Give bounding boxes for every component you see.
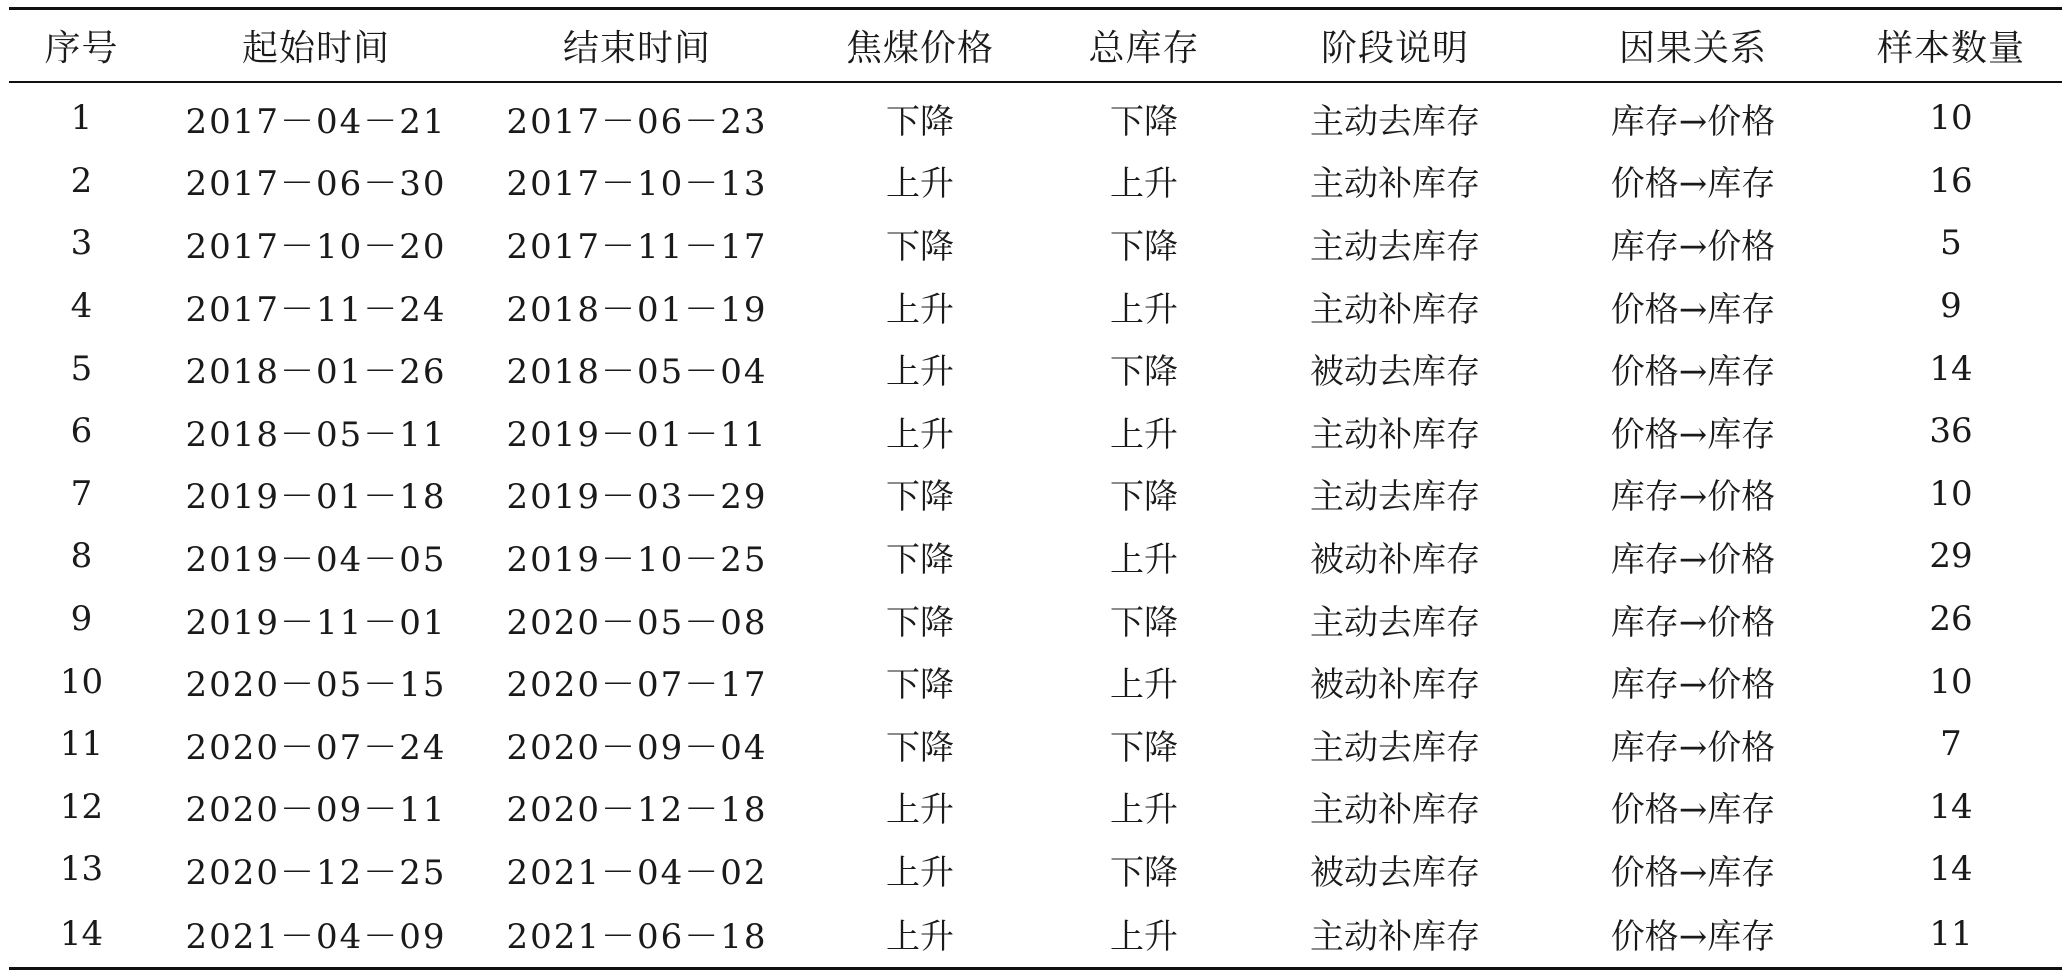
cell-index: 1 [70, 98, 93, 139]
cell-start-date: 2020－07－24 [185, 727, 447, 768]
cell-index: 4 [70, 286, 93, 327]
cell-causality: 库存→价格 [1610, 477, 1776, 518]
cell-start-date: 2017－11－24 [185, 289, 447, 330]
cell-end-date: 2020－12－18 [506, 790, 768, 831]
cell-inventory-direction: 上升 [1110, 539, 1178, 580]
cell-causality: 价格→库存 [1610, 414, 1776, 455]
cell-price-direction: 上升 [886, 289, 954, 330]
cell-end-date: 2020－09－04 [506, 727, 768, 768]
table-row [9, 212, 2062, 275]
cell-sample-count: 14 [1929, 849, 1973, 890]
cell-stage: 主动补库存 [1310, 164, 1480, 205]
cell-end-date: 2020－05－08 [506, 602, 768, 643]
cell-start-date: 2020－05－15 [185, 665, 447, 706]
table-row [9, 400, 2062, 463]
cell-end-date: 2018－05－04 [506, 352, 768, 393]
cell-price-direction: 下降 [886, 101, 954, 142]
cell-price-direction: 上升 [886, 790, 954, 831]
cell-start-date: 2021－04－09 [154, 901, 478, 969]
cell-inventory-direction: 上升 [1110, 790, 1178, 831]
cell-price-direction: 上升 [886, 852, 954, 893]
cell-start-date: 2018－05－11 [185, 414, 447, 455]
table-row [9, 650, 2062, 713]
cell-start-date: 2017－10－20 [185, 226, 447, 267]
cell-index: 13 [59, 849, 104, 890]
header-sample-count: 样本数量 [1840, 9, 2062, 83]
cell-causality: 价格→库存 [1610, 352, 1776, 393]
cell-stage: 被动补库存 [1310, 665, 1480, 706]
cell-end-date: 2018－01－19 [506, 289, 768, 330]
cell-start-date: 2019－01－18 [185, 477, 447, 518]
header-stage-description: 阶段说明 [1244, 9, 1546, 83]
header-end-date: 结束时间 [478, 9, 796, 83]
cell-sample-count: 36 [1929, 411, 1973, 452]
header-coking-coal-price: 焦煤价格 [796, 9, 1044, 83]
cell-end-date: 2020－07－17 [506, 665, 768, 706]
header-start-date: 起始时间 [154, 9, 478, 83]
cell-stage: 主动去库存 [1310, 727, 1480, 768]
cell-inventory-direction: 下降 [1110, 727, 1178, 768]
cell-causality: 库存→价格 [1610, 602, 1776, 643]
cell-stage: 主动补库存 [1310, 414, 1480, 455]
table-row [9, 337, 2062, 400]
header-index: 序号 [9, 9, 154, 83]
table-header [9, 9, 2062, 83]
table-row [9, 463, 2062, 526]
cell-price-direction: 上升 [886, 352, 954, 393]
cell-stage: 主动补库存 [1244, 901, 1546, 969]
cell-sample-count: 5 [1940, 223, 1962, 264]
cell-price-direction: 上升 [796, 901, 1044, 969]
cell-stage: 主动去库存 [1310, 602, 1480, 643]
cell-end-date: 2019－10－25 [506, 539, 768, 580]
cell-index: 6 [70, 411, 93, 452]
table-row [9, 713, 2062, 776]
cell-start-date: 2020－09－11 [185, 790, 447, 831]
cell-stage: 主动补库存 [1310, 289, 1480, 330]
cell-sample-count: 10 [1929, 661, 1973, 702]
stage-table-container [9, 7, 2062, 970]
cell-inventory-direction: 上升 [1044, 901, 1244, 969]
cell-end-date: 2021－06－18 [478, 901, 796, 969]
cell-stage: 被动去库存 [1310, 352, 1480, 393]
cell-index: 11 [59, 724, 104, 765]
table-row [9, 525, 2062, 588]
cell-index: 14 [9, 901, 154, 969]
cell-end-date: 2017－10－13 [506, 164, 768, 205]
cell-sample-count: 29 [1929, 536, 1973, 577]
cell-inventory-direction: 下降 [1110, 101, 1178, 142]
cell-stage: 主动去库存 [1310, 226, 1480, 267]
cell-causality: 库存→价格 [1610, 665, 1776, 706]
cell-inventory-direction: 下降 [1110, 226, 1178, 267]
cell-causality: 价格→库存 [1610, 852, 1776, 893]
cell-inventory-direction: 下降 [1110, 352, 1178, 393]
cell-inventory-direction: 下降 [1110, 602, 1178, 643]
cell-causality: 库存→价格 [1610, 226, 1776, 267]
table-row [9, 150, 2062, 213]
table-row [9, 275, 2062, 338]
cell-price-direction: 上升 [886, 164, 954, 205]
cell-price-direction: 下降 [886, 539, 954, 580]
header-total-inventory: 总库存 [1044, 9, 1244, 83]
cell-causality: 库存→价格 [1610, 101, 1776, 142]
cell-stage: 主动去库存 [1310, 477, 1480, 518]
cell-start-date: 2017－06－30 [185, 164, 447, 205]
cell-end-date: 2019－01－11 [506, 414, 768, 455]
cell-price-direction: 下降 [886, 477, 954, 518]
cell-stage: 被动去库存 [1310, 852, 1480, 893]
header-row [9, 9, 2062, 83]
cell-end-date: 2017－11－17 [506, 226, 768, 267]
cell-sample-count: 7 [1940, 724, 1962, 765]
cell-inventory-direction: 上升 [1110, 665, 1178, 706]
table-row [9, 901, 2062, 969]
cell-end-date: 2017－06－23 [506, 101, 768, 142]
cell-index: 9 [70, 599, 93, 640]
cell-inventory-direction: 上升 [1110, 289, 1178, 330]
cell-stage: 主动补库存 [1310, 790, 1480, 831]
cell-causality: 价格→库存 [1546, 901, 1840, 969]
cell-sample-count: 10 [1929, 473, 1973, 514]
cell-sample-count: 16 [1929, 160, 1973, 201]
cell-start-date: 2018－01－26 [185, 352, 447, 393]
table-row [9, 82, 2062, 150]
cell-price-direction: 下降 [886, 727, 954, 768]
cell-causality: 库存→价格 [1610, 539, 1776, 580]
cell-causality: 价格→库存 [1610, 790, 1776, 831]
cell-index: 2 [70, 160, 93, 201]
cell-index: 3 [70, 223, 93, 264]
cell-start-date: 2017－04－21 [185, 101, 447, 142]
cell-start-date: 2020－12－25 [185, 852, 447, 893]
cell-start-date: 2019－04－05 [185, 539, 447, 580]
table-row [9, 776, 2062, 839]
cell-sample-count: 9 [1940, 286, 1962, 327]
cell-price-direction: 下降 [886, 665, 954, 706]
cell-inventory-direction: 下降 [1110, 477, 1178, 518]
table-row [9, 838, 2062, 901]
table-body [9, 82, 2062, 968]
cell-index: 10 [59, 661, 104, 702]
cell-sample-count: 14 [1929, 348, 1973, 389]
cell-sample-count: 14 [1929, 786, 1973, 827]
cell-end-date: 2021－04－02 [506, 852, 768, 893]
header-causality: 因果关系 [1546, 9, 1840, 83]
cell-index: 12 [59, 786, 104, 827]
cell-index: 8 [70, 536, 93, 577]
cell-sample-count: 10 [1929, 98, 1973, 139]
cell-stage: 主动去库存 [1310, 101, 1480, 142]
cell-stage: 被动补库存 [1310, 539, 1480, 580]
cell-causality: 价格→库存 [1610, 289, 1776, 330]
cell-sample-count: 11 [1840, 901, 2062, 969]
cell-start-date: 2019－11－01 [185, 602, 447, 643]
cell-causality: 库存→价格 [1610, 727, 1776, 768]
cell-inventory-direction: 下降 [1110, 852, 1178, 893]
cell-price-direction: 上升 [886, 414, 954, 455]
cell-index: 7 [70, 473, 93, 514]
cell-causality: 价格→库存 [1610, 164, 1776, 205]
table-row [9, 588, 2062, 651]
cell-price-direction: 下降 [886, 602, 954, 643]
cell-sample-count: 26 [1929, 599, 1973, 640]
inventory-cycle-table [9, 7, 2062, 970]
cell-price-direction: 下降 [886, 226, 954, 267]
cell-end-date: 2019－03－29 [506, 477, 768, 518]
cell-index: 5 [70, 348, 93, 389]
cell-inventory-direction: 上升 [1110, 164, 1178, 205]
cell-inventory-direction: 上升 [1110, 414, 1178, 455]
